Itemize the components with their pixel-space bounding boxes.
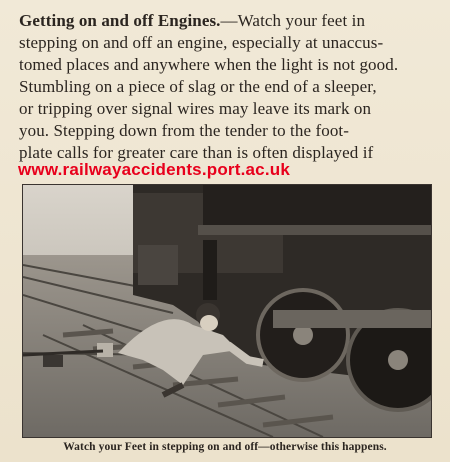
article-line-3: tomed places and anywhere when the light is not good. <box>19 55 399 74</box>
photo-illustration <box>23 185 431 437</box>
article-paragraph <box>19 10 431 164</box>
article-line-6: you. Stepping down from the tender to the foot- <box>19 121 349 140</box>
article-line-7: plate calls for greater care than is often displayed if <box>19 143 374 162</box>
photo <box>22 184 432 438</box>
photo-caption: Watch your Feet in stepping on and off—otherwise this happens. <box>63 441 387 453</box>
watermark-url[interactable]: www.railwayaccidents.port.ac.uk <box>18 160 290 179</box>
article-heading: Getting on and off Engines. <box>19 11 221 30</box>
article-line-1 <box>19 10 431 32</box>
article-line-4: Stumbling on a piece of slag or the end of a sleeper, <box>19 77 377 96</box>
article-line-1-text: —Watch your feet in <box>220 11 366 30</box>
article-line-2: stepping on and off an engine, especially at unaccus- <box>19 33 384 52</box>
article-line-5: or tripping over signal wires may leave its mark on <box>19 99 372 118</box>
